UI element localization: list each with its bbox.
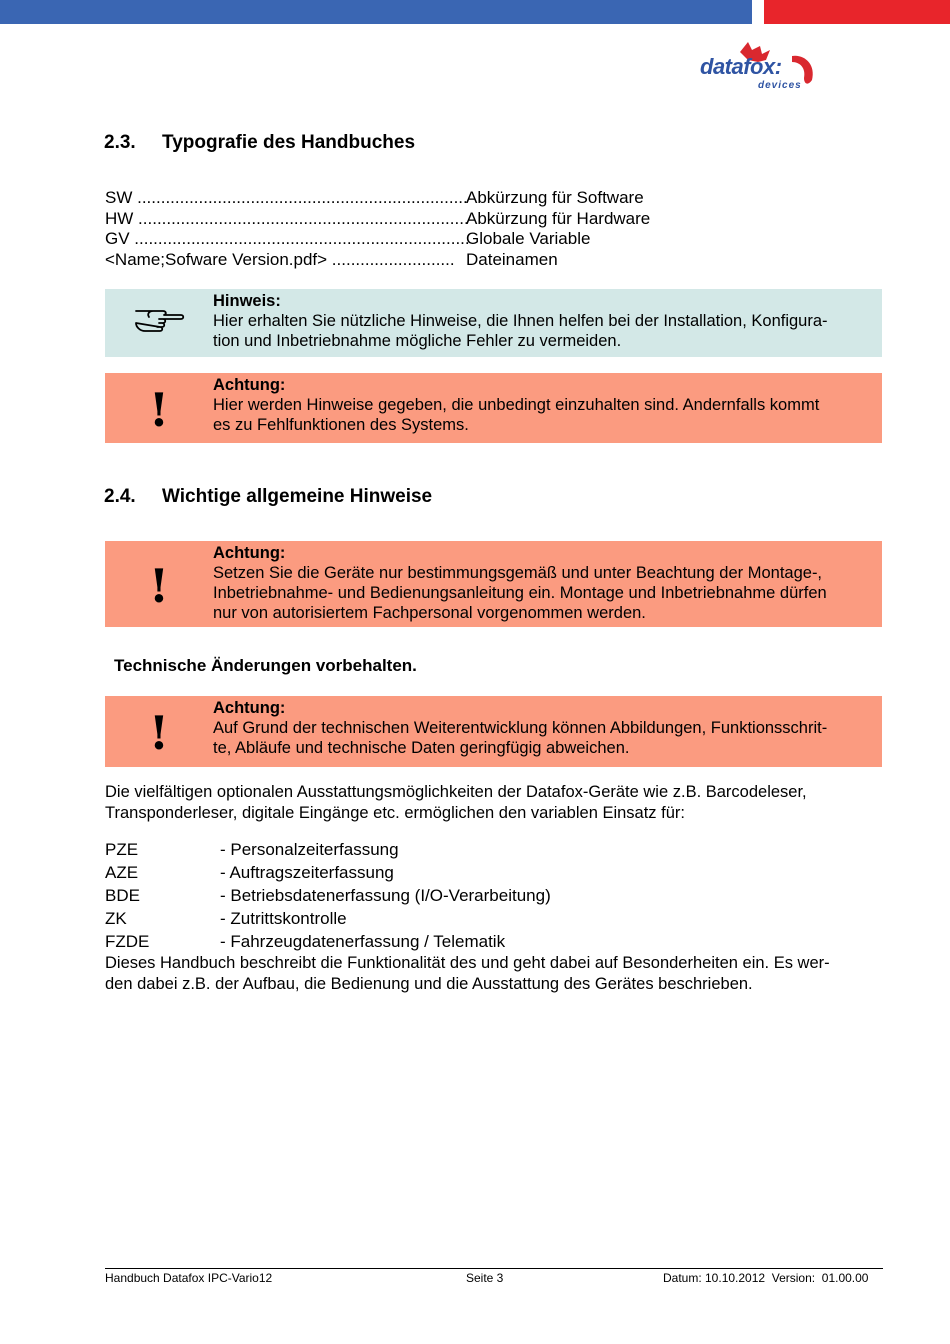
- intro-line: Die vielfältigen optionalen Ausstattungsmöglichkeiten der Datafox-Geräte wie z.B. Barcodeleser,: [105, 783, 807, 801]
- abbreviation-row: [105, 250, 705, 271]
- use-desc: - Betriebsdatenerfassung (I/O-Verarbeitung): [220, 886, 551, 905]
- closing-paragraph: [105, 953, 885, 994]
- abbreviation-desc: Dateinamen: [466, 249, 558, 269]
- warning-text: [213, 698, 868, 758]
- intro-line: Transponderleser, digitale Eingänge etc. ermöglichen den variablen Einsatz für:: [105, 803, 685, 822]
- abbreviation-desc: Globale Variable: [466, 229, 591, 248]
- use-desc: - Fahrzeugdatenerfassung / Telematik: [220, 932, 506, 951]
- section-heading-2-3: [104, 132, 415, 154]
- section-title: Wichtige allgemeine Hinweise: [162, 486, 433, 507]
- section-title: Typografie des Handbuches: [162, 132, 416, 153]
- warning-title: Achtung:: [213, 544, 286, 562]
- use-desc: - Personalzeiterfassung: [220, 840, 399, 859]
- leader-dots: ......................................................................: [132, 188, 468, 207]
- list-item: [105, 861, 551, 884]
- abbreviation-term: HW: [105, 208, 134, 228]
- footer-page-number: Seite 3: [466, 1271, 504, 1285]
- leader-dots: .......................................................................: [129, 229, 470, 248]
- note-line: Hier erhalten Sie nützliche Hinweise, die Ihnen helfen bei der Installation, Konfigura-: [213, 312, 828, 330]
- warning-line: Inbetriebnahme- und Bedienungsanleitung ein. Montage und Inbetriebnahme dürfen: [213, 584, 827, 602]
- note-text: [213, 291, 868, 351]
- warning-title: Achtung:: [213, 376, 286, 394]
- note-line: tion und Inbetriebnahme mögliche Fehler zu vermeiden.: [213, 332, 622, 350]
- footer-document-title: Handbuch Datafox IPC-Vario12: [105, 1271, 273, 1285]
- exclamation-icon: !: [148, 706, 170, 760]
- use-desc: - Auftragszeiterfassung: [220, 863, 394, 882]
- list-item: [105, 884, 551, 907]
- warning-box-1: [105, 373, 882, 443]
- warning-line: Setzen Sie die Geräte nur bestimmungsgemäß und unter Beachtung der Montage-,: [213, 564, 823, 582]
- abbreviation-row: [105, 229, 705, 250]
- leader-dots: ......................................................................: [133, 208, 469, 228]
- warning-text: [213, 543, 868, 623]
- abbreviation-term: <Name;Sofware Version.pdf>: [105, 249, 328, 269]
- list-item: [105, 838, 551, 861]
- section-heading-2-4: [104, 486, 432, 508]
- use-desc: - Zutrittskontrolle: [220, 909, 347, 928]
- warning-line: Auf Grund der technischen Weiterentwicklung können Abbildungen, Funktionsschrit-: [213, 719, 828, 737]
- warning-line: te, Abläufe und technische Daten geringfügig abweichen.: [213, 739, 630, 757]
- technical-changes-note: Technische Änderungen vorbehalten.: [114, 656, 417, 675]
- abbreviation-desc: Abkürzung für Software: [466, 188, 644, 207]
- header-bar-red: [764, 0, 950, 24]
- abbreviation-row: [105, 188, 705, 209]
- abbreviation-term: GV: [105, 229, 130, 248]
- exclamation-icon: !: [148, 383, 170, 437]
- list-item: [105, 907, 551, 930]
- list-item: [105, 930, 551, 953]
- abbreviation-desc: Abkürzung für Hardware: [466, 208, 651, 228]
- abbreviation-list: [105, 188, 705, 270]
- section-number: 2.4.: [104, 486, 136, 507]
- section-number: 2.3.: [104, 132, 136, 153]
- leader-dots: ..........................: [327, 249, 455, 269]
- logo-brand: datafox:: [700, 54, 782, 79]
- use-abbr: PZE: [105, 840, 139, 859]
- exclamation-icon: !: [148, 559, 170, 613]
- use-case-list: [105, 838, 551, 953]
- logo-subtitle: devices: [758, 80, 802, 91]
- header-bar-blue: [0, 0, 752, 24]
- warning-line: es zu Fehlfunktionen des Systems.: [213, 416, 469, 434]
- abbreviation-term: SW: [105, 188, 133, 207]
- abbreviation-row: [105, 209, 705, 230]
- use-abbr: AZE: [105, 863, 139, 882]
- warning-box-3: [105, 696, 882, 767]
- use-abbr: ZK: [105, 909, 127, 928]
- intro-paragraph: [105, 782, 885, 823]
- use-abbr: FZDE: [105, 932, 150, 951]
- warning-text: [213, 375, 868, 435]
- footer-date-version: Datum: 10.10.2012 Version: 01.00.00: [663, 1271, 869, 1285]
- pointing-hand-icon: [105, 301, 213, 340]
- footer-divider: [105, 1268, 883, 1269]
- warning-title: Achtung:: [213, 699, 286, 717]
- use-abbr: BDE: [105, 886, 140, 905]
- note-box: [105, 289, 882, 357]
- warning-line: Hier werden Hinweise gegeben, die unbedingt einzuhalten sind. Andernfalls kommt: [213, 396, 820, 414]
- closing-line: Dieses Handbuch beschreibt die Funktionalität des und geht dabei auf Besonderheiten ein. Es wer-: [105, 954, 830, 972]
- datafox-logo: [700, 40, 820, 96]
- warning-box-2: [105, 541, 882, 627]
- closing-line: den dabei z.B. der Aufbau, die Bedienung und die Ausstattung des Gerätes beschrieben.: [105, 974, 753, 993]
- note-title: Hinweis:: [213, 292, 281, 310]
- warning-line: nur von autorisiertem Fachpersonal vorgenommen werden.: [213, 604, 646, 622]
